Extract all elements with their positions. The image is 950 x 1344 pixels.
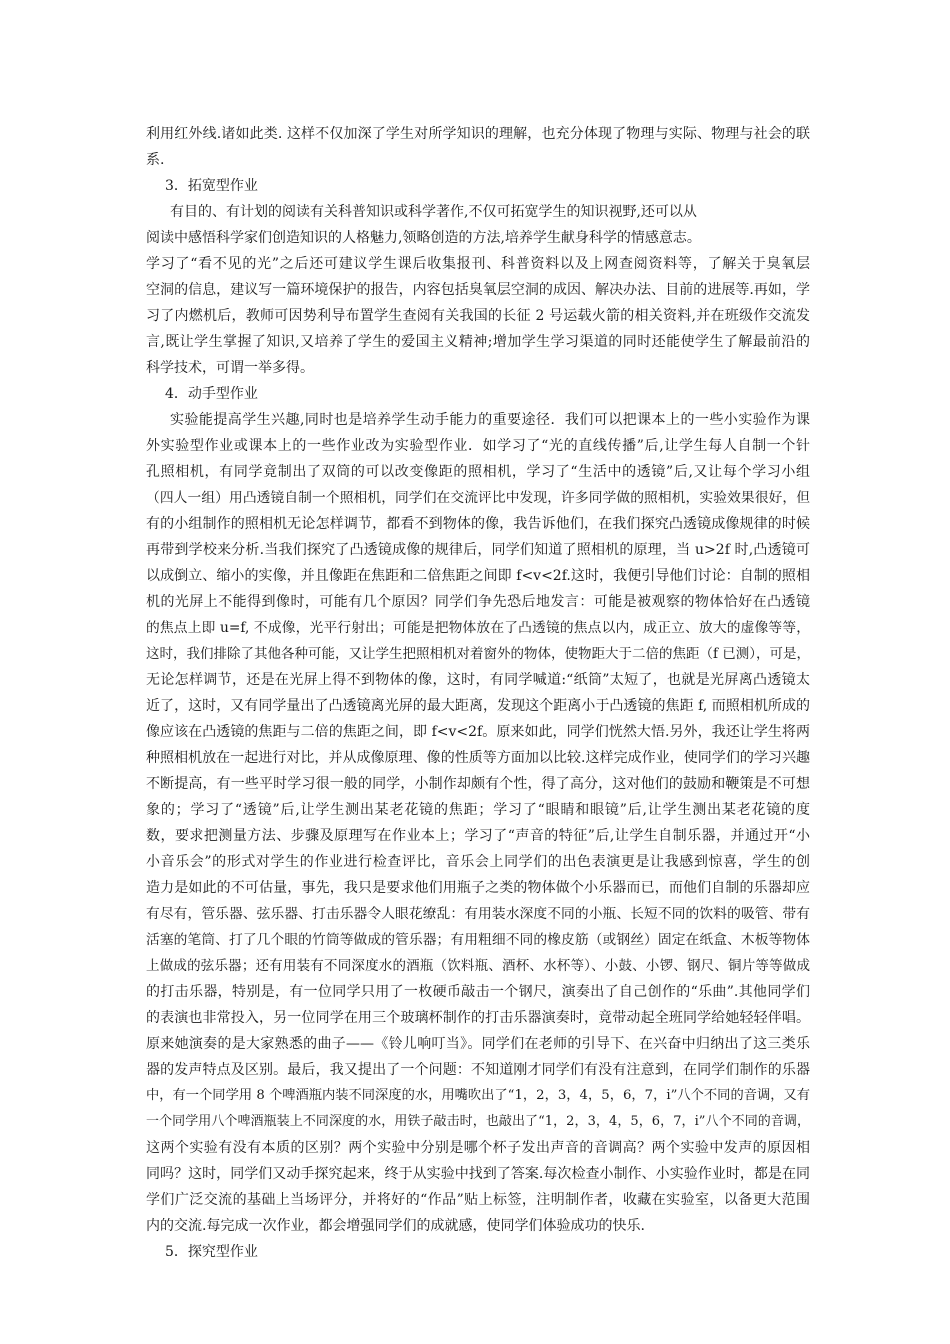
paragraph-line: 再带到学校来分析.当我们探究了凸透镜成像的规律后，同学们知道了照相机的原理，当 u>2f 时,凸透镜可 — [146, 542, 810, 558]
paragraph-line: 利用红外线.诸如此类. 这样不仅加深了学生对所学知识的理解，也充分体现了物理与实际、物理与社会的联 — [146, 126, 810, 142]
paragraph-line: 同吗？这时，同学们又动手探究起来，终于从实验中找到了答案.每次检查小制作、小实验作业时，都是在同 — [146, 1166, 810, 1182]
paragraph-line: 机的光屏上不能得到像时，可能有几个原因？同学们争先恐后地发言：可能是被观察的物体恰好在凸透镜 — [146, 594, 810, 610]
paragraph-line: 上做成的弦乐器；还有用装有不同深度水的酒瓶（饮料瓶、酒杯、水杯等）、小鼓、小锣、钢尺、铜片等等做成 — [146, 958, 810, 974]
section-heading: 5．探究型作业 — [165, 1244, 258, 1260]
paragraph-line: 原来她演奏的是大家熟悉的曲子——《铃儿响叮当》。同学们在老师的引导下、在兴奋中归纳出了这三类乐 — [146, 1036, 810, 1052]
paragraph-line: 造力是如此的不可估量，事先，我只是要求他们用瓶子之类的物体做个小乐器而已，而他们自制的乐器却应 — [146, 880, 810, 896]
section-heading: 4．动手型作业 — [165, 386, 258, 402]
paragraph-line: （四人一组）用凸透镜自制一个照相机，同学们在交流评比中发现，许多同学做的照相机，实验效果很好，但 — [146, 490, 810, 506]
paragraph-line: 象的；学习了“透镜”后,让学生测出某老花镜的焦距；学习了“眼睛和眼镜”后,让学生测出某老花镜的度 — [146, 802, 810, 818]
paragraph-line: 这时，我们排除了其他各种可能，又让学生把照相机对着窗外的物体，使物距大于二倍的焦距（f 已测），可是， — [146, 646, 810, 662]
paragraph-line: 一个同学用八个啤酒瓶装上不同深度的水，用铁子敲击时，也敲出了“1，2，3，4，5，6，7，i̇”八个不同的音调， — [146, 1114, 810, 1129]
paragraph-line: 中，有一个同学用 8 个啤酒瓶内装不同深度的水，用嘴吹出了“1，2，3，4，5，6，7，i̇”八个不同的音调，又有 — [146, 1088, 810, 1103]
paragraph-line: 像应该在凸透镜的焦距与二倍的焦距之间，即 f<v<2f。原来如此，同学们恍然大悟.另外，我还让学生将两 — [146, 724, 810, 740]
paragraph-line: 的表演也非常投入，另一位同学在用三个玻璃杯制作的打击乐器演奏时，竟带动起全班同学给她轻轻伴唱。 — [146, 1010, 810, 1026]
paragraph-line: 习了内燃机后，教师可因势利导布置学生查阅有关我国的长征 2 号运载火箭的相关资料,并在班级作交流发 — [146, 308, 810, 324]
paragraph-line: 的打击乐器，特别是，有一位同学只用了一枚硬币敲击一个钢尺，演奏出了自己创作的“乐曲”.其他同学们 — [146, 984, 810, 1000]
paragraph-line: 的焦点上即 u=f, 不成像，光平行射出；可能是把物体放在了凸透镜的焦点以内，成正立、放大的虚像等等， — [146, 620, 810, 636]
paragraph-line: 无论怎样调节，还是在光屏上得不到物体的像，这时，有同学喊道:“纸筒”太短了，也就是光屏离凸透镜太 — [146, 672, 810, 688]
paragraph-line: 活塞的笔筒、打了几个眼的竹筒等做成的管乐器；有用粗细不同的橡皮筋（或钢丝）固定在纸盒、木板等物体 — [146, 932, 810, 948]
paragraph-line: 种照相机放在一起进行对比，并从成像原理、像的性质等方面加以比较.这样完成作业，使同学们的学习兴趣 — [146, 750, 810, 766]
paragraph-line: 阅读中感悟科学家们创造知识的人格魅力,领略创造的方法,培养学生献身科学的情感意志。 — [146, 230, 701, 246]
paragraph-line: 学习了“看不见的光”之后还可建议学生课后收集报刊、科普资料以及上网查阅资料等，了解关于臭氧层 — [146, 256, 810, 272]
paragraph-line: 数，要求把测量方法、步骤及原理写在作业本上；学习了“声音的特征”后,让学生自制乐器，并通过开“小 — [146, 828, 810, 844]
paragraph-line: 近了，这时，又有同学量出了凸透镜离光屏的最大距离，发现这个距离小于凸透镜的焦距 f, 而照相机所成的 — [146, 698, 810, 714]
paragraph-line: 内的交流.每完成一次作业，都会增强同学们的成就感，使同学们体验成功的快乐. — [146, 1218, 645, 1234]
paragraph-line: 学们广泛交流的基础上当场评分，并将好的“作品”贴上标签，注明制作者，收藏在实验室，以备更大范围 — [146, 1192, 810, 1208]
section-heading: 3．拓宽型作业 — [165, 178, 258, 194]
paragraph-line: 空洞的信息，建议写一篇环境保护的报告，内容包括臭氧层空洞的成因、解决办法、目前的进展等.再如，学 — [146, 282, 810, 298]
paragraph-line: 不断提高，有一些平时学习很一般的同学，小制作却颇有个性，得了高分，这对他们的鼓励和鞭策是不可想 — [146, 776, 810, 792]
paragraph-line: 有的小组制作的照相机无论怎样调节，都看不到物体的像，我告诉他们，在我们探究凸透镜成像规律的时候 — [146, 516, 810, 532]
paragraph-line: 这两个实验有没有本质的区别？两个实验中分别是哪个杯子发出声音的音调高？两个实验中发声的原因相 — [146, 1140, 810, 1156]
paragraph-line: 科学技术，可谓一举多得。 — [146, 360, 314, 376]
paragraph-line: 孔照相机，有同学竟制出了双筒的可以改变像距的照相机，学习了“生活中的透镜”后,又让每个学习小组 — [146, 464, 810, 480]
paragraph-line: 外实验型作业或课本上的一些作业改为实验型作业．如学习了“光的直线传播”后,让学生每人自制一个针 — [146, 438, 810, 454]
paragraph-line: 有目的、有计划的阅读有关科普知识或科学著作,不仅可拓宽学生的知识视野,还可以从 — [170, 204, 697, 220]
paragraph-line: 有尽有，管乐器、弦乐器、打击乐器令人眼花缭乱：有用装水深度不同的小瓶、长短不同的饮料的吸管、带有 — [146, 906, 810, 922]
paragraph-line: 小音乐会”的形式对学生的作业进行检查评比，音乐会上同学们的出色表演更是让我感到惊喜，学生的创 — [146, 854, 810, 870]
paragraph-line: 言,既让学生掌握了知识,又培养了学生的爱国主义精神;增加学生学习渠道的同时还能使学生了解最前沿的 — [146, 334, 810, 350]
paragraph-line: 实验能提高学生兴趣,同时也是培养学生动手能力的重要途径．我们可以把课本上的一些小实验作为课 — [170, 412, 810, 428]
paragraph-line: 系. — [146, 152, 165, 168]
paragraph-line: 以成倒立、缩小的实像，并且像距在焦距和二倍焦距之间即 f<v<2f.这时，我便引导他们讨论：自制的照相 — [146, 568, 810, 584]
paragraph-line: 器的发声特点及区别。最后，我又提出了一个问题：不知道刚才同学们有没有注意到，在同学们制作的乐器 — [146, 1062, 810, 1078]
